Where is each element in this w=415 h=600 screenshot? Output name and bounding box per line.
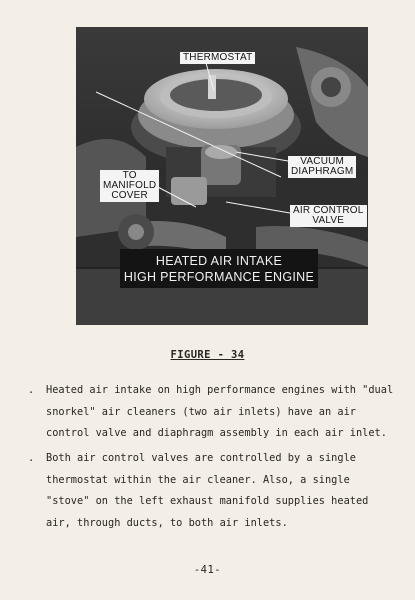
bullet-marker: .: [28, 452, 35, 464]
thermostat-label: THERMOSTAT: [180, 52, 255, 64]
figure-caption: FIGURE - 34: [170, 349, 245, 361]
vacuum-diaphragm-label: VACUUM DIAPHRAGM: [288, 156, 356, 178]
bullet-marker: .: [28, 384, 35, 396]
bullet-text: Heated air intake on high performance engines with "dual snorkel" air cleaners (two air inlets) have an air control valve and diaphragm assembly in each air inlet.: [46, 384, 394, 439]
manifold-cover-label: TO MANIFOLD COVER: [100, 170, 159, 202]
bullet-item: [28, 380, 398, 445]
page-number: -41-: [193, 564, 222, 576]
bullet-text: Both air control valves are controlled by a single thermostat within the air cleaner. Also, a single "stove" on the left exhaust manifold supplies heated air, through ducts, to both air inlets.: [46, 452, 369, 529]
banner-line-1: HEATED AIR INTAKE: [155, 254, 283, 268]
bullet-item: [28, 448, 398, 534]
air-control-valve-label: AIR CONTROL VALVE: [290, 205, 367, 227]
photo-banner: [120, 249, 318, 288]
banner-line-2: HIGH PERFORMANCE ENGINE: [123, 270, 315, 284]
engine-photo: [76, 27, 368, 325]
